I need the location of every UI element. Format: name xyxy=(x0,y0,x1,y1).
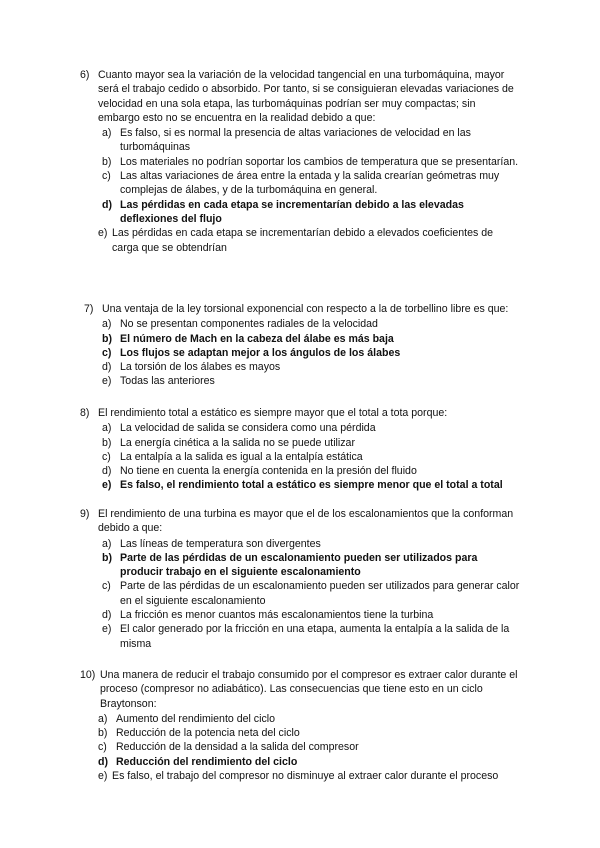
option-text: La velocidad de salida se considera como una pérdida xyxy=(120,422,376,435)
option-b xyxy=(98,726,520,740)
option-letter: e) xyxy=(98,227,108,240)
option-letter: a) xyxy=(102,537,112,550)
option-text: Parte de las pérdidas de un escalonamiento pueden ser utilizados para generar calor en el siguiente escalonamiento xyxy=(120,580,520,607)
option-letter: a) xyxy=(102,318,112,331)
options-list xyxy=(98,712,520,783)
option-letter: c) xyxy=(102,346,112,359)
option-text: El calor generado por la fricción en una etapa, aumenta la entalpía a la salida de la misma xyxy=(120,623,510,650)
option-a xyxy=(102,421,520,435)
option-text: La energía cinética a la salida no se puede utilizar xyxy=(120,436,355,449)
option-c-correct xyxy=(102,346,524,360)
option-c xyxy=(102,450,520,464)
option-text: Las pérdidas en cada etapa se incrementarían debido a elevados coeficientes de carga que se obtendrían xyxy=(112,227,494,254)
question-text: El rendimiento total a estático es siempre mayor que el total a tota porque: xyxy=(98,407,448,419)
option-text: Parte de las pérdidas de un escalonamiento pueden ser utilizados para producir trabajo en el siguiente escalonamiento xyxy=(120,551,478,579)
option-b-correct xyxy=(102,332,524,346)
option-b xyxy=(102,155,520,169)
option-text: Reducción de la densidad a la salida del compresor xyxy=(116,741,359,754)
option-letter: d) xyxy=(102,609,112,622)
question-text: Cuanto mayor sea la variación de la velocidad tangencial en una turbomáquina, mayor será el trabajo cedido o absorbido. Por tanto, si se consiguieran elevadas variaciones de velocidad en una sola etapa, las turbomáquinas podrían ser muy compactas; sin embargo esto no se encuentra en la realidad debido a que: xyxy=(98,69,514,124)
option-e xyxy=(98,226,520,255)
option-d-correct xyxy=(98,755,520,769)
option-d-correct xyxy=(102,198,520,227)
option-letter: c) xyxy=(102,170,111,183)
option-letter: e) xyxy=(102,375,112,388)
option-text: Las altas variaciones de área entre la entada y la salida crearían geómetras muy complejas de álabes, y de la turbomáquina en general. xyxy=(120,170,500,197)
option-c xyxy=(98,740,520,754)
option-e-correct xyxy=(102,478,520,492)
option-b-correct xyxy=(102,551,520,580)
option-text: La torsión de los álabes es mayos xyxy=(120,361,281,374)
option-text: Las pérdidas en cada etapa se incrementarían debido a las elevadas deflexiones del flujo xyxy=(120,198,464,225)
option-letter: b) xyxy=(98,727,108,740)
option-letter: d) xyxy=(102,465,112,478)
option-letter: c) xyxy=(102,580,111,593)
option-c xyxy=(102,579,520,608)
question-9 xyxy=(80,507,520,651)
question-number: 10) xyxy=(80,669,96,681)
options-list xyxy=(98,126,520,255)
option-text: Es falso, si es normal la presencia de altas variaciones de velocidad en las turbomáquinas xyxy=(120,127,471,154)
option-text: No se presentan componentes radiales de la velocidad xyxy=(120,318,378,331)
option-a xyxy=(102,317,524,331)
option-text: Es falso, el rendimiento total a estático es siempre menor que el total a total xyxy=(120,479,503,492)
option-text: Reducción del rendimiento del ciclo xyxy=(116,755,298,768)
question-10 xyxy=(80,668,520,783)
option-letter: b) xyxy=(102,155,112,168)
question-text: El rendimiento de una turbina es mayor que el de los escalonamientos que la conforman debido a que: xyxy=(98,508,514,535)
option-letter: a) xyxy=(102,422,112,435)
option-e xyxy=(98,769,520,783)
option-text: Todas las anteriores xyxy=(120,375,215,388)
option-d xyxy=(102,464,520,478)
option-letter: e) xyxy=(102,479,112,492)
question-7 xyxy=(84,302,524,389)
option-letter: c) xyxy=(102,450,111,463)
question-number: 9) xyxy=(80,508,90,520)
option-b xyxy=(102,436,520,450)
question-number: 8) xyxy=(80,407,90,419)
option-text: La entalpía a la salida es igual a la entalpía estática xyxy=(120,450,363,463)
options-list xyxy=(102,317,524,388)
option-text: La fricción es menor cuantos más escalonamientos tiene la turbina xyxy=(120,609,434,622)
option-text: El número de Mach en la cabeza del álabe es más baja xyxy=(120,332,394,345)
option-letter: b) xyxy=(102,436,112,449)
option-letter: b) xyxy=(102,551,112,564)
option-letter: d) xyxy=(102,361,112,374)
option-text: Las líneas de temperatura son divergentes xyxy=(120,537,321,550)
question-text: Una ventaja de la ley torsional exponencial con respecto a la de torbellino libre es que: xyxy=(102,303,509,315)
option-text: Es falso, el trabajo del compresor no disminuye al extraer calor durante el proceso xyxy=(112,770,499,783)
option-letter: d) xyxy=(102,198,112,211)
option-a xyxy=(102,537,520,551)
option-text: Los flujos se adaptan mejor a los ángulos de los álabes xyxy=(120,346,401,359)
option-letter: e) xyxy=(102,623,112,636)
option-text: Aumento del rendimiento del ciclo xyxy=(116,712,275,725)
option-letter: a) xyxy=(98,712,108,725)
question-8 xyxy=(80,406,520,493)
option-c xyxy=(102,169,520,198)
option-text: Los materiales no podrían soportar los cambios de temperatura que se presentarían. xyxy=(120,155,519,168)
question-6 xyxy=(80,68,520,255)
option-letter: c) xyxy=(98,741,107,754)
option-text: Reducción de la potencia neta del ciclo xyxy=(116,727,300,740)
question-number: 6) xyxy=(80,69,90,81)
options-list xyxy=(102,537,520,651)
option-a xyxy=(102,126,520,155)
option-letter: e) xyxy=(98,770,108,783)
options-list xyxy=(102,421,520,492)
option-e xyxy=(102,374,524,388)
option-letter: a) xyxy=(102,127,112,140)
option-d xyxy=(102,608,520,622)
option-a xyxy=(98,712,520,726)
option-letter: b) xyxy=(102,332,112,345)
option-text: No tiene en cuenta la energía contenida en la presión del fluido xyxy=(120,465,417,478)
option-letter: d) xyxy=(98,755,108,768)
question-text: Una manera de reducir el trabajo consumido por el compresor es extraer calor durante el proceso (compresor no adiabático). Las consecuencias que tiene esto en un ciclo Braytonson: xyxy=(100,669,518,710)
question-number: 7) xyxy=(84,303,94,315)
option-e xyxy=(102,622,520,651)
option-d xyxy=(102,360,524,374)
